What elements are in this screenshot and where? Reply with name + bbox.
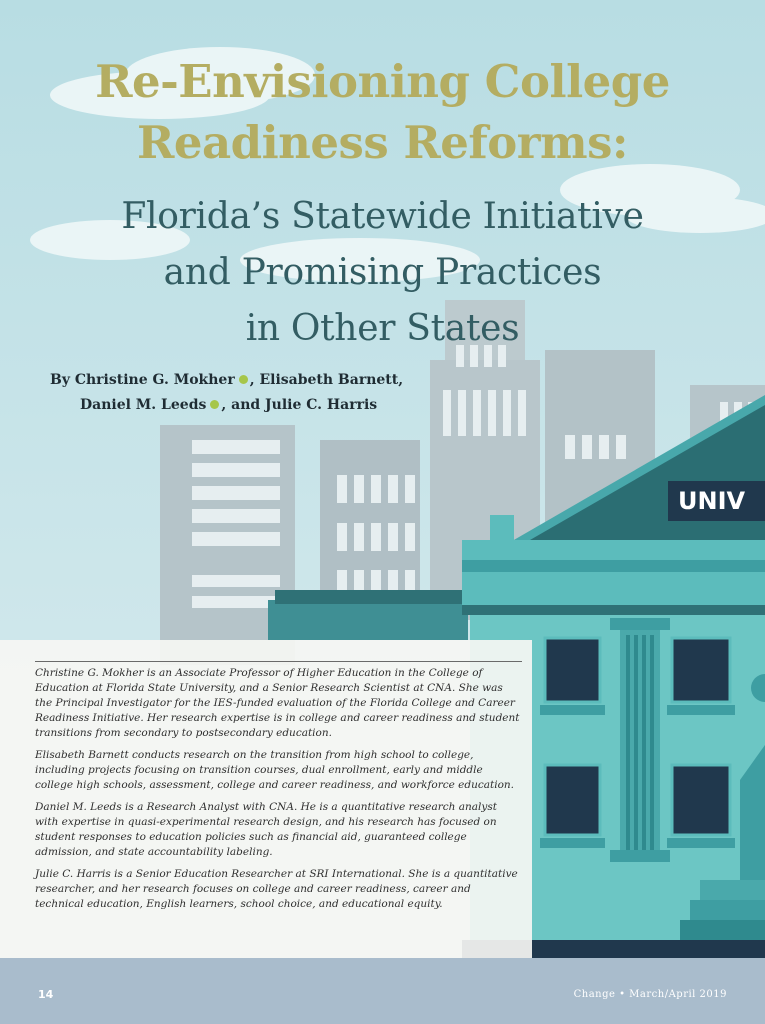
bio-barnett: Elisabeth Barnett conducts research on the transition from high school to college, including projects focusing on transition courses, dual enrollment, early and middle college high schools, assessment, college and career readiness, and workforce education. (35, 749, 515, 791)
university-sign: UNIV (668, 481, 765, 521)
byline-prefix: By (50, 372, 70, 388)
divider (35, 661, 522, 662)
bio-mokher: Christine G. Mokher is an Associate Professor of Higher Education in the College of Education at Florida State University, and a Senior Research Scientist at CNA. She was the Principal Investigator for the IES-funded evaluation of the Florida College and Career Readiness Initiative. Her research expertise is in college and career readiness and student transitions from secondary to postsecondary education. (35, 667, 520, 739)
main-title-line-1: Re-Envisioning College (95, 55, 670, 108)
subtitle-line-2: and Promising Practices (163, 252, 602, 293)
journal-name: Change • March/April 2019 (573, 989, 727, 1000)
byline-line-2: Daniel M. Leeds , and Julie C. Harris (80, 397, 378, 413)
author-name: Christine G. Mokher (74, 372, 235, 388)
bio-harris: Julie C. Harris is a Senior Education Researcher at SRI International. She is a quantitative researcher, and her research focuses on college and career readiness, career and technical education, English learners, school choice, and educational equity. (35, 868, 518, 910)
author-name: and Julie C. Harris (231, 397, 378, 413)
byline-line-1: By Christine G. Mokher , Elisabeth Barnett, (50, 372, 404, 388)
author-name: Elisabeth Barnett, (259, 372, 404, 388)
author-bios (35, 666, 520, 919)
orcid-icon[interactable] (239, 375, 248, 384)
orcid-icon[interactable] (210, 400, 219, 409)
author-name: Daniel M. Leeds (80, 397, 207, 413)
bio-leeds: Daniel M. Leeds is a Research Analyst with CNA. He is a quantitative research analyst with expertise in quasi-experimental research design, and his research has focused on student responses to education policies such as financial aid, guaranteed college admission, and state accountability labeling. (35, 801, 497, 858)
building-ledge (268, 600, 468, 640)
page-number: 14 (38, 988, 54, 1001)
subtitle-line-3: in Other States (245, 308, 520, 349)
subtitle-line-1: Florida’s Statewide Initiative (121, 196, 644, 237)
main-title-line-2: Readiness Reforms: (136, 116, 629, 169)
